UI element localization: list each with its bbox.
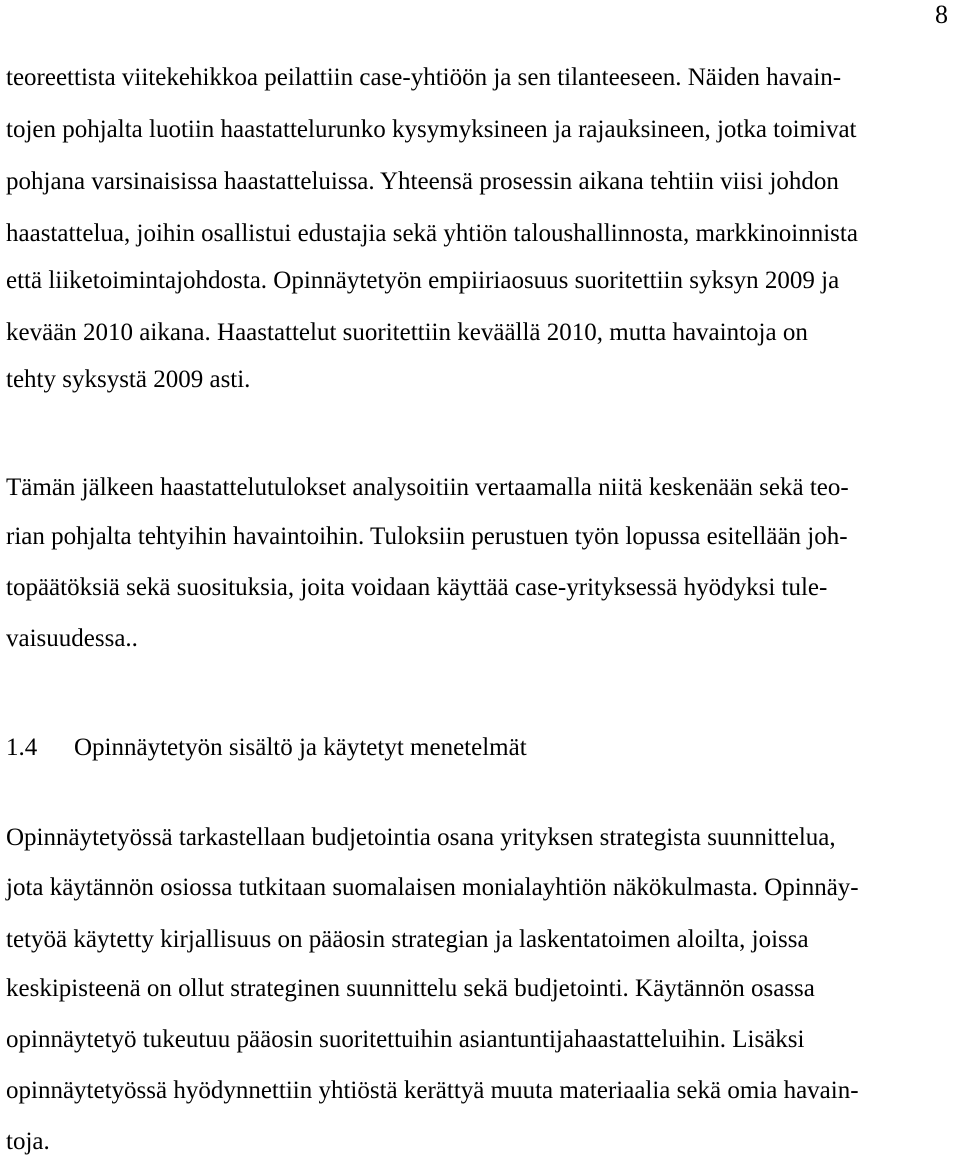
paragraph-line: tehty syksystä 2009 asti. bbox=[6, 366, 251, 393]
paragraph-line: vaisuudessa.. bbox=[6, 625, 138, 652]
section-title: Opinnäytetyön sisältö ja käytetyt menetelmät bbox=[74, 734, 527, 761]
paragraph-line: Opinnäytetyössä tarkastellaan budjetointia osana yrityksen strategista suunnittelua, bbox=[6, 824, 836, 851]
paragraph-line: haastattelua, joihin osallistui edustajia sekä yhtiön taloushallinnosta, markkinoinnista bbox=[6, 220, 858, 247]
paragraph-line: pohjana varsinaisissa haastatteluissa. Yhteensä prosessin aikana tehtiin viisi johdon bbox=[6, 168, 839, 195]
page-number: 8 bbox=[935, 0, 948, 29]
paragraph-line: tojen pohjalta luotiin haastattelurunko kysymyksineen ja rajauksineen, jotka toimivat bbox=[6, 116, 857, 143]
paragraph-line: kevään 2010 aikana. Haastattelut suoritettiin keväällä 2010, mutta havaintoja on bbox=[6, 319, 808, 346]
paragraph-line: Tämän jälkeen haastattelutulokset analysoitiin vertaamalla niitä keskenään sekä teo- bbox=[6, 474, 849, 501]
paragraph-line: jota käytännön osiossa tutkitaan suomalaisen monialayhtiön näkökulmasta. Opinnäy- bbox=[6, 874, 859, 901]
section-number: 1.4 bbox=[6, 734, 38, 761]
paragraph-line: keskipisteenä on ollut strateginen suunnittelu sekä budjetointi. Käytännön osassa bbox=[6, 975, 815, 1002]
paragraph-line: opinnäytetyö tukeutuu pääosin suoritettuihin asiantuntijahaastatteluihin. Lisäksi bbox=[6, 1026, 805, 1053]
paragraph-line: rian pohjalta tehtyihin havaintoihin. Tuloksiin perustuen työn lopussa esitellään joh- bbox=[6, 523, 848, 550]
paragraph-line: teoreettista viitekehikkoa peilattiin case-yhtiöön ja sen tilanteeseen. Näiden havain- bbox=[6, 64, 842, 91]
paragraph-line: toja. bbox=[6, 1128, 50, 1155]
paragraph-line: topäätöksiä sekä suosituksia, joita voidaan käyttää case-yrityksessä hyödyksi tule- bbox=[6, 574, 828, 601]
paragraph-line: opinnäytetyössä hyödynnettiin yhtiöstä kerättyä muuta materiaalia sekä omia havain- bbox=[6, 1077, 859, 1104]
paragraph-line: että liiketoimintajohdosta. Opinnäytetyön empiiriaosuus suoritettiin syksyn 2009 ja bbox=[6, 267, 840, 294]
section-heading bbox=[6, 733, 527, 763]
paragraph-line: tetyöä käytetty kirjallisuus on pääosin strategian ja laskentatoimen aloilta, joissa bbox=[6, 926, 809, 953]
